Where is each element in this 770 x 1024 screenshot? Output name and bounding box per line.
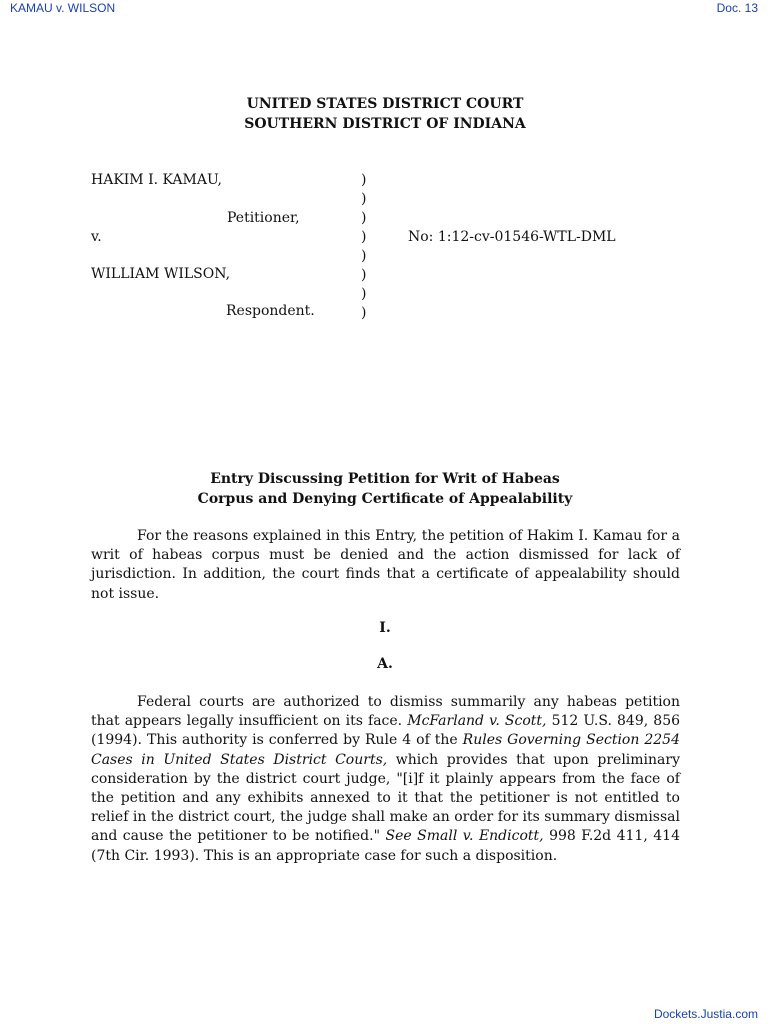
entry-title-line2: Corpus and Denying Certificate of Appealability bbox=[197, 491, 573, 507]
versus: v. bbox=[91, 229, 102, 245]
entry-title bbox=[0, 469, 770, 509]
caption-paren: ) bbox=[361, 305, 367, 321]
entry-title-line1: Entry Discussing Petition for Writ of Habeas bbox=[210, 471, 560, 487]
caption-paren: ) bbox=[361, 229, 367, 245]
caption-paren: ) bbox=[361, 210, 367, 226]
caption-paren: ) bbox=[361, 172, 367, 188]
caption-paren: ) bbox=[361, 191, 367, 207]
doc-number-link[interactable]: Doc. 13 bbox=[716, 1, 758, 15]
section-heading: I. bbox=[379, 620, 391, 636]
body-text: 512 U.S. 849, 856 (1994). This authority is conferred by Rule 4 of the bbox=[91, 713, 681, 749]
rules-title: Rules Governing Section 2254 Cases in United States District Courts, bbox=[91, 732, 680, 768]
caption-paren: ) bbox=[361, 267, 367, 283]
body-text: Federal courts are authorized to dismiss summarily any habeas petition that appears legally insufficient on its face. bbox=[91, 694, 680, 730]
justia-link[interactable]: Dockets.Justia.com bbox=[653, 1007, 758, 1021]
caption-paren: ) bbox=[361, 248, 367, 264]
petitioner-name: HAKIM I. KAMAU, bbox=[91, 172, 222, 188]
caption-paren: ) bbox=[361, 286, 367, 302]
case-citation: McFarland v. Scott, bbox=[407, 713, 547, 730]
respondent-name: WILLIAM WILSON, bbox=[91, 266, 231, 282]
court-district: SOUTHERN DISTRICT OF INDIANA bbox=[244, 116, 526, 132]
body-text: 998 F.2d 411, 414 (7th Cir. 1993). This is an appropriate case for such a disposition. bbox=[91, 828, 680, 864]
intro-paragraph: For the reasons explained in this Entry, the petition of Hakim I. Kamau for a writ of habeas corpus must be denied and the action dismissed for lack of jurisdiction. In addition, the court finds that a certificate of appealability should not issue. bbox=[91, 528, 680, 602]
case-number: No: 1:12-cv-01546-WTL-DML bbox=[408, 229, 616, 245]
petitioner-role: Petitioner, bbox=[227, 210, 300, 226]
court-name: UNITED STATES DISTRICT COURT bbox=[246, 96, 524, 112]
case-citation: See Small v. Endicott, bbox=[385, 828, 544, 845]
body-text: which provides that upon preliminary consideration by the district court judge, "[i]f it plainly appears from the face of the petition and any exhibits annexed to it that the petitioner is not entitled to relief in the district court, the judge shall make an order for its summary dismissal and cause the petitioner to be notified." bbox=[91, 751, 680, 845]
court-heading bbox=[0, 94, 770, 134]
respondent-role: Respondent. bbox=[226, 303, 315, 319]
subsection-heading: A. bbox=[377, 656, 393, 672]
case-name-link[interactable]: KAMAU v. WILSON bbox=[10, 1, 116, 15]
body-paragraph bbox=[91, 693, 680, 866]
